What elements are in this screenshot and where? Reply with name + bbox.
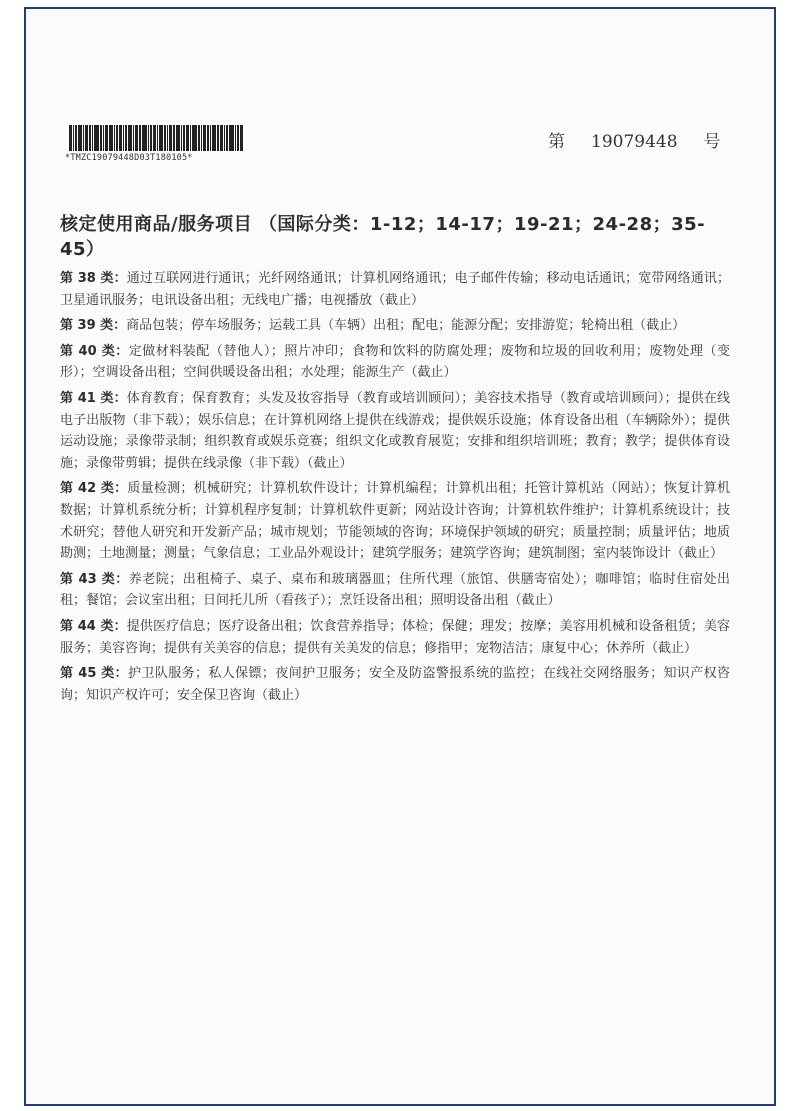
class-label: 第 39 类： — [60, 318, 127, 334]
barcode-bars — [69, 125, 265, 151]
class-label: 第 41 类： — [60, 390, 127, 406]
class-42-entry — [60, 478, 730, 564]
number-prefix: 第 — [548, 132, 565, 152]
class-label: 第 45 类： — [60, 666, 129, 682]
barcode-text: *TMZC19079448D03T180105* — [65, 153, 193, 163]
class-41-entry — [60, 388, 730, 474]
class-text: 护卫队服务；私人保镖；夜间护卫服务；安全及防盗警报系统的监控；在线社交网络服务；知识产权咨询；知识产权许可；安全保卫咨询（截止） — [60, 666, 730, 703]
class-text: 体育教育；保育教育；头发及妆容指导（教育或培训顾问）；美容技术指导（教育或培训顾问）；提供在线电子出版物（非下载）；娱乐信息；在计算机网络上提供在线游戏；提供娱乐设施；体育设备出租（车辆除外）；提供运动设施；录像带录制；组织教育或娱乐竞赛；组织文化或教育展览；安排和组织培训班；教育；教学；提供体育设施；录像带剪辑；提供在线录像（非下载）（截止） — [60, 390, 730, 471]
class-44-entry — [60, 616, 730, 659]
class-label: 第 40 类： — [60, 343, 129, 359]
class-text: 定做材料装配（替他人）；照片冲印；食物和饮料的防腐处理；废物和垃圾的回收利用；废物处理（变形）；空调设备出租；空间供暖设备出租；水处理；能源生产（截止） — [60, 343, 730, 381]
class-40-entry — [60, 341, 730, 384]
class-text: 提供医疗信息；医疗设备出租；饮食营养指导；体检；保健；理发；按摩；美容用机械和设备租赁；美容服务；美容咨询；提供有关美容的信息；提供有关美发的信息；修指甲；宠物洁洁；康复中心；休养所（截止） — [60, 618, 730, 656]
class-list — [60, 268, 730, 710]
class-label: 第 43 类： — [60, 571, 129, 587]
class-label: 第 38 类： — [60, 271, 127, 286]
class-text: 通过互联网进行通讯；光纤网络通讯；计算机网络通讯；电子邮件传输；移动电话通讯；宽带网络通讯；卫星通讯服务；电讯设备出租；无线电广播；电视播放（截止） — [60, 271, 730, 308]
class-label: 第 44 类： — [60, 618, 127, 634]
class-text: 养老院；出租椅子、桌子、桌布和玻璃器皿；住所代理（旅馆、供膳寄宿处）；咖啡馆；临时住宿处出租；餐馆；会议室出租；日间托儿所（看孩子）；烹饪设备出租；照明设备出租（截止） — [60, 571, 730, 609]
number-suffix: 号 — [703, 132, 721, 152]
class-43-entry — [60, 569, 730, 612]
certificate-number — [548, 127, 721, 152]
class-text: 商品包装；停车场服务；运载工具（车辆）出租；配电；能源分配；安排游览；轮椅出租（截止） — [126, 318, 686, 334]
class-39-entry — [60, 315, 730, 337]
number-value: 19079448 — [591, 132, 678, 152]
class-text: 质量检测；机械研究；计算机软件设计；计算机编程；计算机出租；托管计算机站（网站）；恢复计算机数据；计算机系统分析；计算机程序复制；计算机软件更新；网站设计咨询；计算机软件维护；计算机系统设计；技术研究；替他人研究和开发新产品；城市规划；节能领域的咨询；环境保护领域的研究；质量控制；质量评估；地质勘测；土地测量；测量；气象信息；工业品外观设计；建筑学服务；建筑学咨询；建筑制图；室内装饰设计（截止） — [60, 481, 730, 562]
class-label: 第 42 类： — [60, 481, 128, 497]
page-heading: 核定使用商品/服务项目 （国际分类：1-12；14-17；19-21；24-28；35-45） — [60, 214, 706, 260]
barcode — [65, 125, 265, 167]
class-38-entry — [60, 268, 730, 311]
class-45-entry — [60, 663, 730, 706]
